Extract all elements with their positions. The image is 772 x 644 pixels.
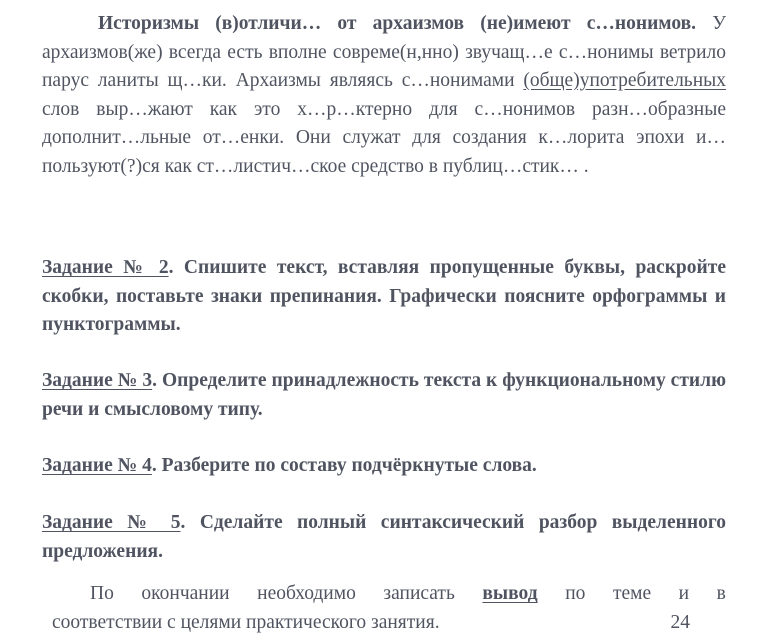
task-5-label: Задание № 5 (42, 512, 181, 533)
conclusion-word: в (716, 583, 726, 604)
conclusion-word: По (90, 583, 114, 604)
task-3-label: Задание № 3 (42, 370, 153, 391)
conclusion-paragraph (52, 580, 726, 637)
conclusion-word: окончании (141, 583, 230, 604)
conclusion-line-2-text: соответствии с целями практического занятия. (52, 611, 440, 633)
task-2-label: Задание № 2 (42, 257, 169, 278)
conclusion-word: по (565, 583, 586, 604)
conclusion-word: необходимо (257, 583, 356, 604)
intro-lead-sentence: Историзмы (в)отличи… от архаизмов (не)имеют с…нонимов. (98, 13, 697, 34)
task-3-text: . Определите принадлежность текста к функциональному стилю речи и смысловому типу. (42, 370, 726, 420)
intro-text-part-1: У архаизмов(же) всегда есть вполне совреме(н,нно) звучащ…е с…нонимы ветрило парус ланиты щ…ки. Архаизмы являясь с…нонимами (42, 13, 726, 91)
intro-text-part-2: слов выр…жают как это х…р…ктерно для с…нонимов разн…образные дополнит…льные от…енки. Они служат для создания к…лорита эпохи и…пользуют(?)ся как ст…листич…ское средство в публиц…стик… . (42, 98, 726, 177)
task-5 (42, 509, 726, 566)
task-2 (42, 254, 726, 340)
conclusion-word: теме (612, 583, 652, 604)
conclusion-keyword: вывод (482, 583, 538, 604)
task-5-text: . Сделайте полный синтаксический разбор выделенного предложения. (42, 512, 726, 562)
intro-underlined-word: (обще)употребительных (523, 70, 726, 91)
conclusion-line-1 (52, 580, 726, 609)
task-4-text: . Разберите по составу подчёркнутые слова. (151, 455, 537, 476)
intro-paragraph (42, 10, 726, 181)
conclusion-line-2 (52, 609, 726, 638)
task-4-label: Задание № 4 (42, 455, 152, 476)
page-number: 24 (670, 611, 690, 633)
task-3 (42, 367, 726, 424)
conclusion-word: и (678, 583, 690, 604)
task-4 (42, 452, 726, 481)
task-2-text: . Спишите текст, вставляя пропущенные буквы, раскройте скобки, поставьте знаки препинания. Графически поясните орфограммы и пунктограммы. (42, 257, 726, 335)
conclusion-word: записать (383, 583, 455, 604)
